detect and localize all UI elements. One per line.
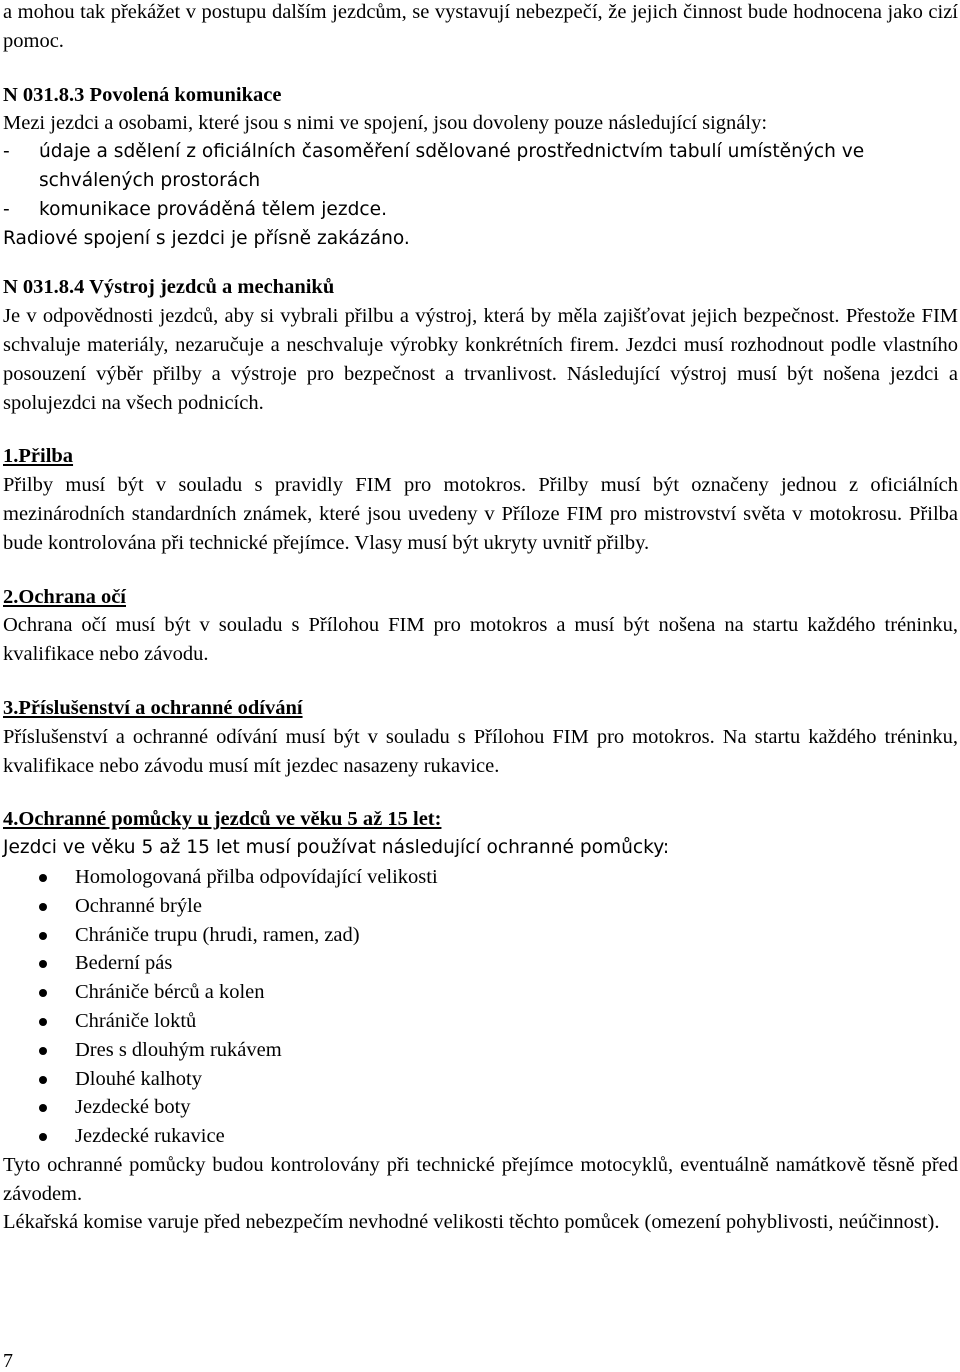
dash-list-item (3, 138, 958, 196)
list-item (3, 1122, 958, 1151)
list-item-text: Homologovaná přilba odpovídající velikosti (75, 865, 438, 888)
heading-protective-clothing: 3.Příslušenství a ochranné odívání (3, 696, 303, 719)
lead-youth-protection: Jezdci ve věku 5 až 15 let musí používat následující ochranné pomůcky: (3, 837, 670, 859)
list-item (3, 1007, 958, 1036)
list-item-text: Bederní pás (75, 952, 173, 975)
list-item-text: Dlouhé kalhoty (75, 1067, 202, 1090)
radio-ban-paragraph: Radiové spojení s jezdci je přísně zakázáno. (3, 227, 410, 249)
list-item (3, 921, 958, 950)
medical-warning-paragraph: Lékařská komise varuje před nebezpečím nevhodné velikosti těchto pomůcek (omezení pohyblivosti, neúčinnost). (3, 1211, 940, 1234)
list-item (3, 949, 958, 978)
bullet-icon (39, 1018, 47, 1026)
dash-list-item-text: komunikace prováděná tělem jezdce. (39, 198, 387, 220)
inspection-paragraph: Tyto ochranné pomůcky budou kontrolovány při technické přejímce motocyklů, eventuálně namátkově těsně před závodem. (3, 1153, 958, 1205)
bullet-icon (39, 1047, 47, 1055)
bullet-icon (39, 1076, 47, 1084)
document-page (3, 0, 958, 1237)
bullet-icon (39, 989, 47, 997)
bullet-icon (39, 1133, 47, 1141)
list-item (3, 1065, 958, 1094)
bullet-icon (39, 1104, 47, 1112)
list-item (3, 892, 958, 921)
section-body-031-8-4: Je v odpovědnosti jezdců, aby si vybrali přilbu a výstroj, která by měla zajišťovat jejich bezpečnost. Přestože FIM schvaluje materiály, nezaručuje a neschvaluje výrobky konkrétních firem. Jezdci musí rozhodnout podle vlastního posouzení výběr přilby a výstroje pro bezpečnost a trvanlivost. Následující výstroj musí být nošena jezdci a spolujezdci na všech podnicích. (3, 305, 958, 414)
protective-gear-list (3, 863, 958, 1151)
bullet-icon (39, 874, 47, 882)
section-lead-031-8-3: Mezi jezdci a osobami, které jsou s nimi ve spojení, jsou dovoleny pouze následující signály: (3, 112, 768, 135)
dash-marker: - (3, 198, 10, 220)
list-item-text: Dres s dlouhým rukávem (75, 1038, 282, 1061)
page-number: 7 (3, 1350, 13, 1372)
bullet-icon (39, 932, 47, 940)
list-item-text: Jezdecké boty (75, 1096, 191, 1119)
body-protective-clothing: Příslušenství a ochranné odívání musí být v souladu s Přílohou FIM pro motokros. Na startu každého tréninku, kvalifikace nebo závodu musí mít jezdec nasazeny rukavice. (3, 725, 958, 777)
dash-list-item-text: údaje a sdělení z oficiálních časoměření sdělované prostřednictvím tabulí umístěných ve schválených prostorách (39, 141, 865, 191)
dash-marker: - (3, 141, 10, 163)
bullet-icon (39, 960, 47, 968)
section-heading-031-8-4: N 031.8.4 Výstroj jezdců a mechaniků (3, 276, 335, 299)
body-eye-protection: Ochrana očí musí být v souladu s Přílohou FIM pro motokros a musí být nošena na startu každého tréninku, kvalifikace nebo závodu. (3, 614, 958, 666)
heading-helmet: 1.Přilba (3, 445, 74, 468)
dash-list-item (3, 196, 958, 225)
list-item-text: Ochranné brýle (75, 894, 202, 917)
list-item (3, 1093, 958, 1122)
list-item-text: Chrániče bérců a kolen (75, 981, 265, 1004)
intro-paragraph: a mohou tak překážet v postupu dalším jezdcům, se vystavují nebezpečí, že jejich činnost bude hodnocena jako cizí pomoc. (3, 1, 958, 52)
section-heading-031-8-3: N 031.8.3 Povolená komunikace (3, 83, 282, 106)
list-item (3, 1036, 958, 1065)
bullet-icon (39, 903, 47, 911)
list-item-text: Chrániče trupu (hrudi, ramen, zad) (75, 923, 360, 946)
heading-eye-protection: 2.Ochrana očí (3, 585, 126, 608)
list-item (3, 978, 958, 1007)
list-item (3, 863, 958, 892)
list-item-text: Jezdecké rukavice (75, 1125, 225, 1148)
body-helmet: Přilby musí být v souladu s pravidly FIM pro motokros. Přilby musí být označeny jednou z oficiálních mezinárodních standardních známek, které jsou uvedeny v Příloze FIM pro mistrovství světa v motokrosu. Přilba bude kontrolována při technické přejímce. Vlasy musí být ukryty uvnitř přilby. (3, 474, 958, 554)
list-item-text: Chrániče loktů (75, 1009, 197, 1032)
heading-youth-protection: 4.Ochranné pomůcky u jezdců ve věku 5 až 15 let: (3, 808, 442, 831)
